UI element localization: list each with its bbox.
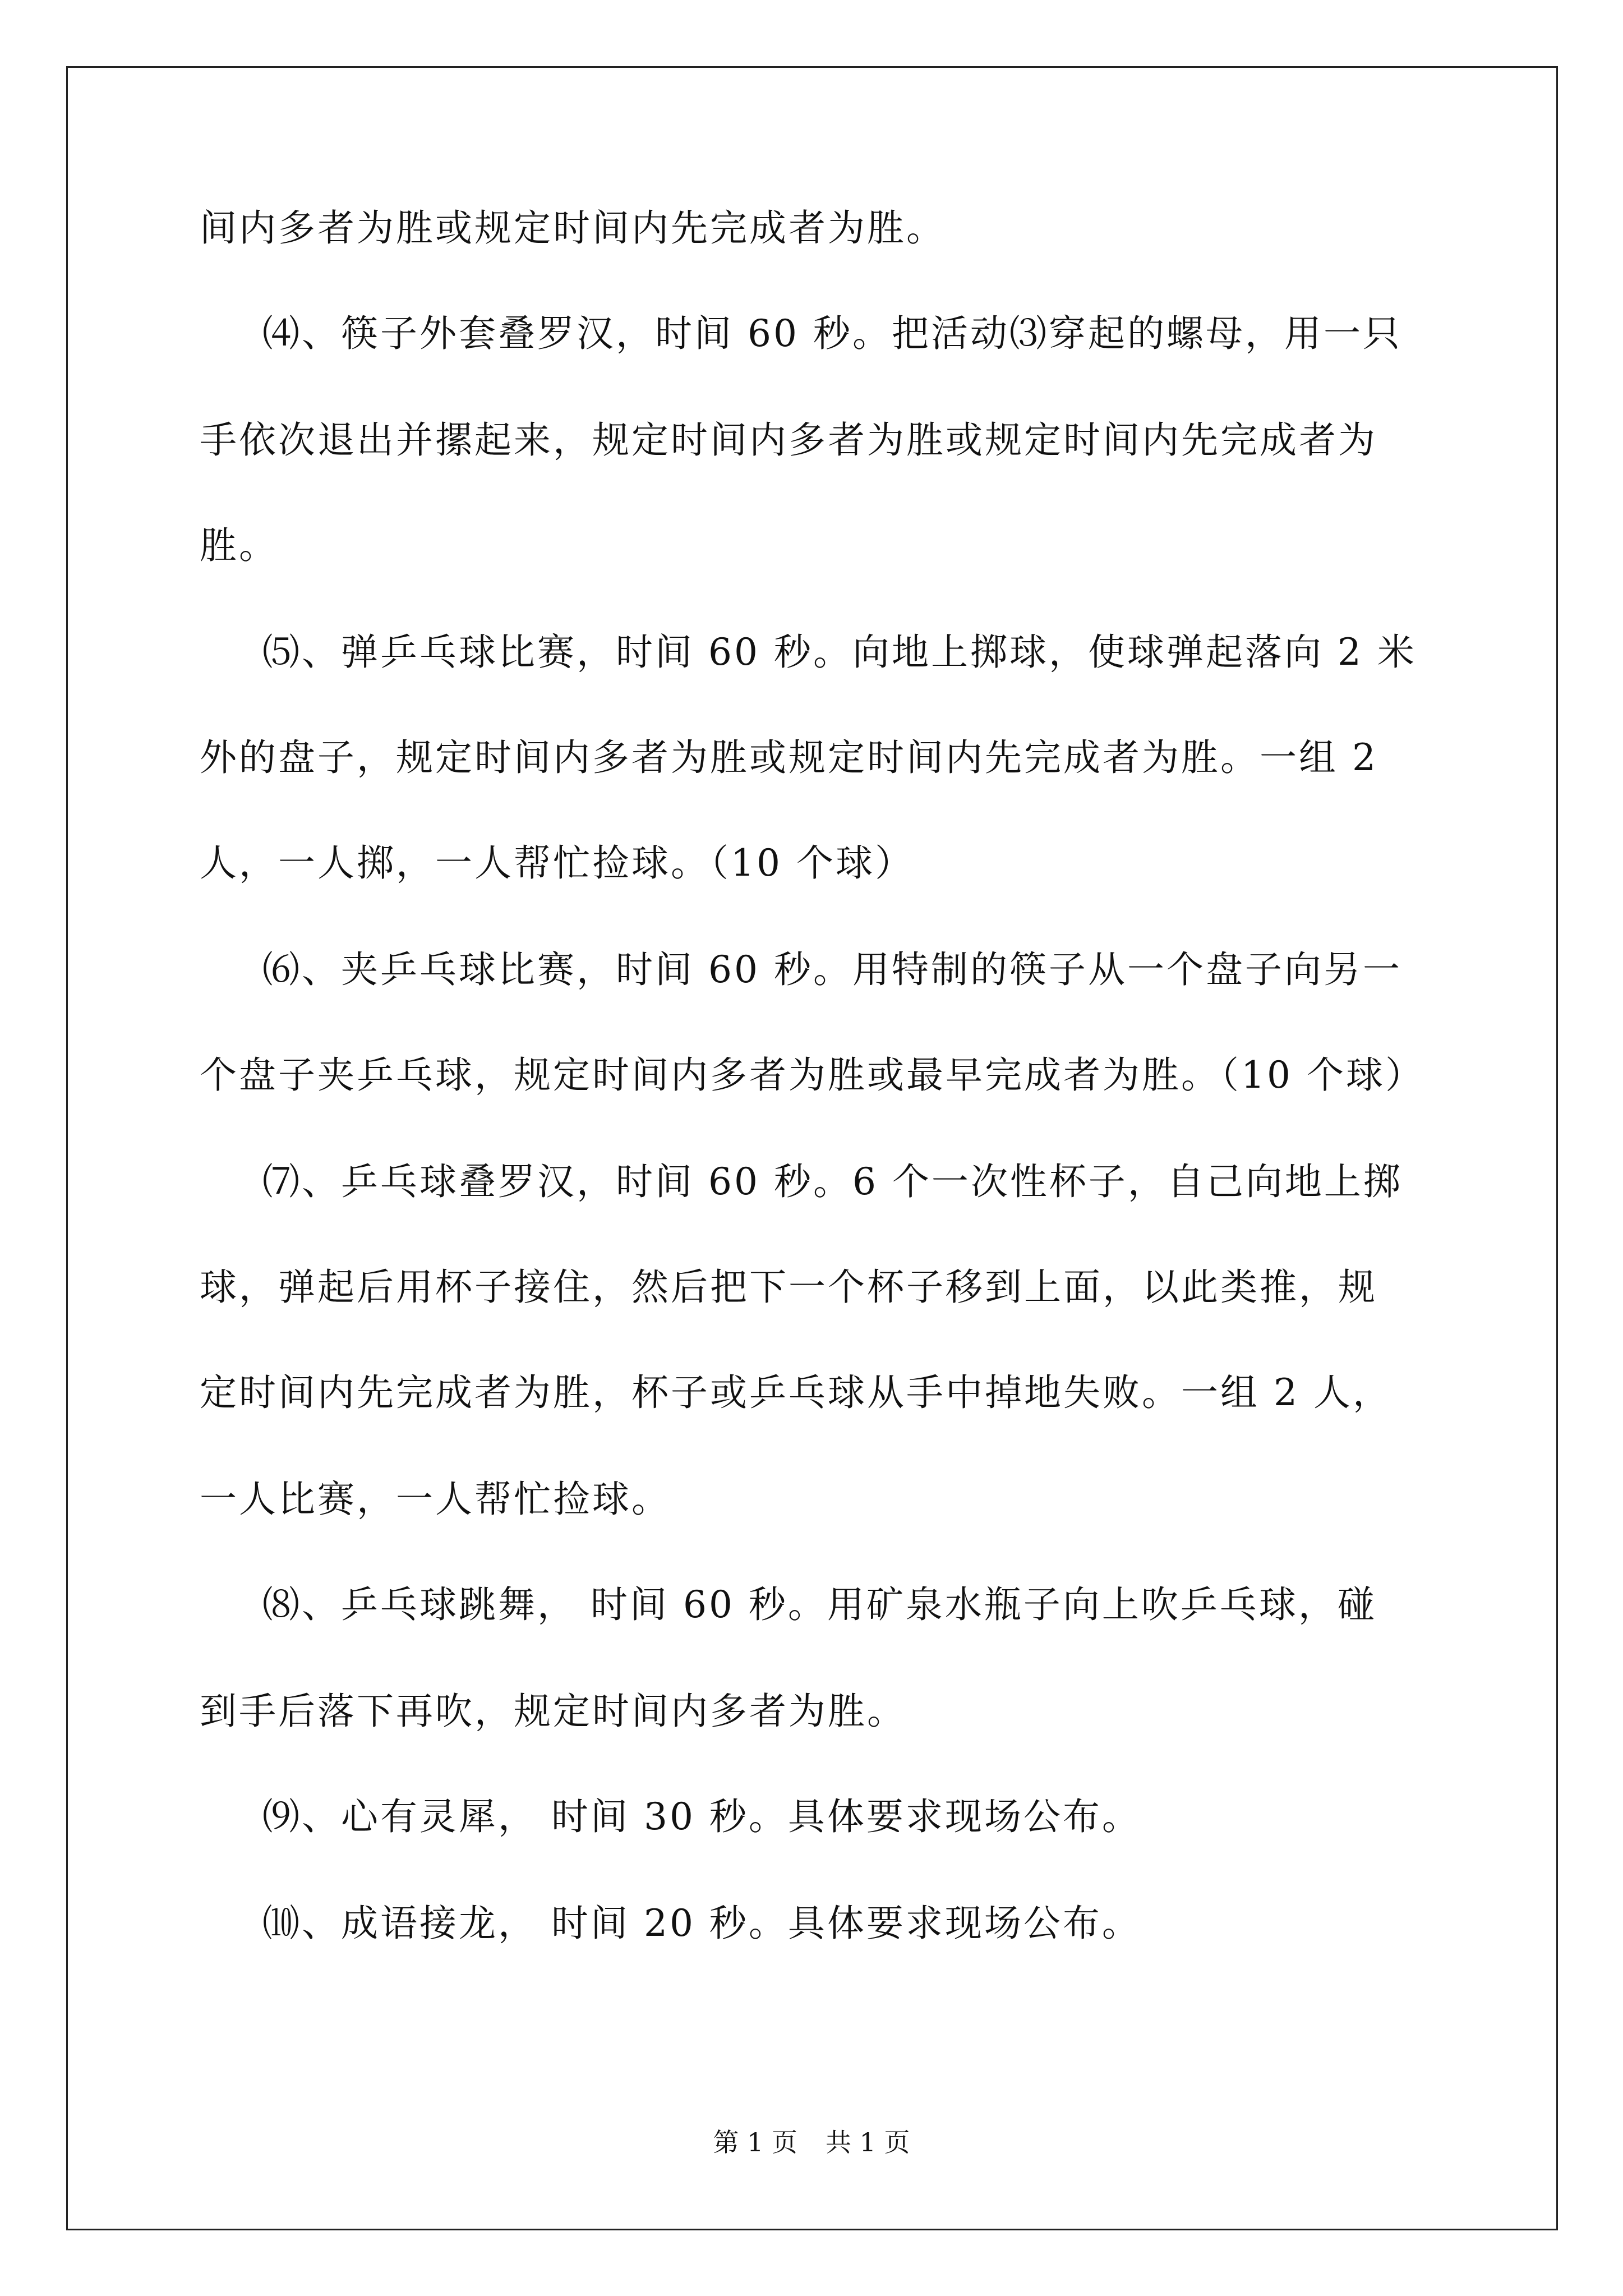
text-line: ⑻、乒乓球跳舞， 时间 60 秒。用矿泉水瓶子向上吹乒乓球，碰 <box>262 1583 1377 1626</box>
page-footer <box>0 2129 1623 2155</box>
page-number-total: 共 1 页 <box>826 2127 910 2157</box>
text-line: ⑹、夹乒乓球比赛，时间 60 秒。用特制的筷子从一个盘子向另一 <box>262 948 1402 991</box>
text-line: 到手后落下再吹，规定时间内多者为胜。 <box>200 1690 906 1733</box>
text-line: ⑸、弹乒乓球比赛，时间 60 秒。向地上掷球，使球弹起落向 2 米 <box>262 631 1417 674</box>
text-line: 一人比赛，一人帮忙捡球。 <box>200 1478 671 1521</box>
text-line: ⑷、筷子外套叠罗汉，时间 60 秒。把活动⑶穿起的螺母，用一只 <box>262 312 1402 355</box>
text-line: 个盘子夹乒乓球，规定时间内多者为胜或最早完成者为胜。（10 个球） <box>200 1053 1424 1097</box>
text-line: 人，一人掷，一人帮忙捡球。（10 个球） <box>200 841 914 885</box>
text-line: 间内多者为胜或规定时间内先完成者为胜。 <box>200 206 946 250</box>
text-line: 胜。 <box>200 524 278 567</box>
text-line: 定时间内先完成者为胜，杯子或乒乓球从手中掉地失败。一组 2 人， <box>200 1371 1392 1414</box>
text-line: ⑼、心有灵犀， 时间 30 秒。具体要求现场公布。 <box>262 1795 1141 1838</box>
text-line: 手依次退出并摞起来，规定时间内多者为胜或规定时间内先完成者为 <box>200 418 1377 462</box>
page-number-current: 第 1 页 <box>713 2127 797 2157</box>
text-line: 外的盘子，规定时间内多者为胜或规定时间内先完成者为胜。一组 2 <box>200 736 1378 779</box>
text-line: ⑽、成语接龙， 时间 20 秒。具体要求现场公布。 <box>262 1902 1141 1945</box>
text-line: 球，弹起后用杯子接住，然后把下一个杯子移到上面，以此类推，规 <box>200 1266 1377 1309</box>
text-line: ⑺、乒乓球叠罗汉，时间 60 秒。6 个一次性杯子，自己向地上掷 <box>262 1160 1403 1203</box>
